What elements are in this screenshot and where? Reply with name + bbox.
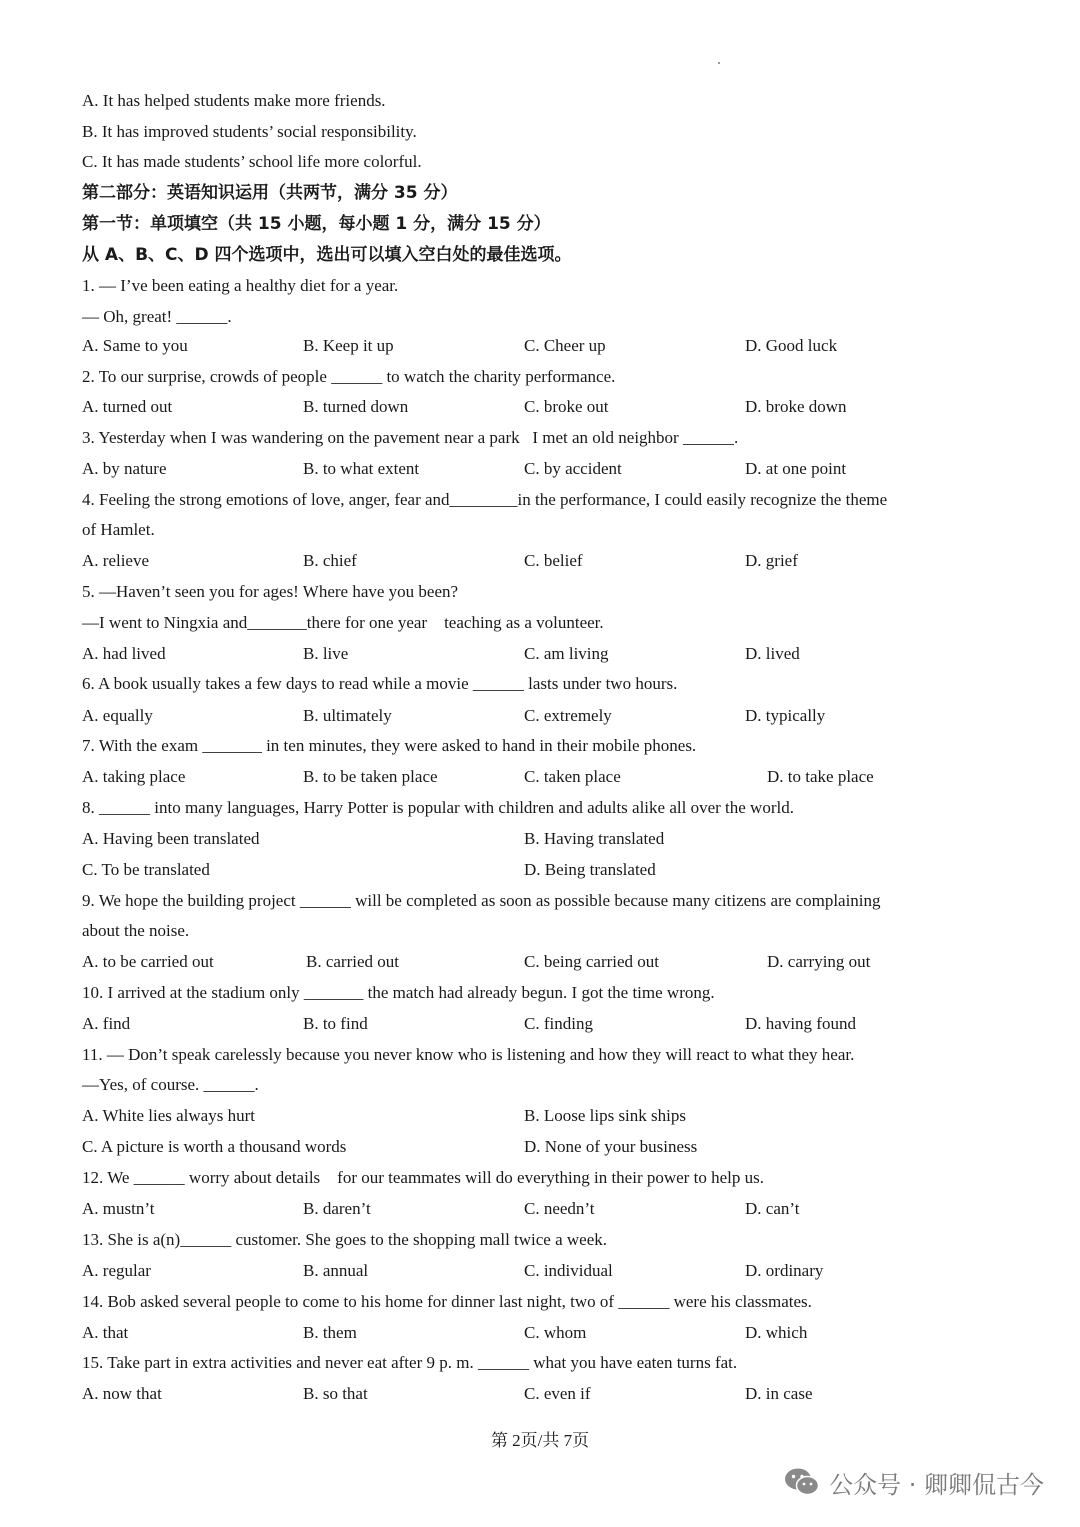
q8-option-b: B. Having translated (524, 829, 665, 848)
q3-option-c: C. by accident (524, 459, 622, 478)
q11-option-b: B. Loose lips sink ships (524, 1106, 686, 1125)
q9-option-c: C. being carried out (524, 952, 660, 971)
q4-option-d: D. grief (745, 551, 798, 570)
question-10-stem: 10. I arrived at the stadium only _______ the match had already begun. I got the time wrong. (82, 983, 715, 1002)
question-6-stem: 6. A book usually takes a few days to read while a movie ______ lasts under two hours. (82, 674, 678, 693)
q11-option-c: C. A picture is worth a thousand words (82, 1137, 347, 1156)
prev-option-c: C. It has made students’ school life more colorful. (82, 152, 422, 171)
q12-option-b: B. daren’t (303, 1199, 371, 1218)
question-13-stem: 13. She is a(n)______ customer. She goes to the shopping mall twice a week. (82, 1230, 608, 1249)
q13-option-c: C. individual (524, 1261, 613, 1280)
q11-option-d: D. None of your business (524, 1137, 698, 1156)
q15-option-a: A. now that (82, 1384, 162, 1403)
question-3-stem: 3. Yesterday when I was wandering on the pavement near a park I met an old neighbor ______. (82, 428, 739, 447)
q12-option-c: C. needn’t (524, 1199, 595, 1218)
q5-option-b: B. live (303, 644, 349, 663)
question-2-stem: 2. To our surprise, crowds of people ______ to watch the charity performance. (82, 367, 616, 386)
question-4-stem-cont: of Hamlet. (82, 520, 155, 539)
q13-option-d: D. ordinary (745, 1261, 824, 1280)
q1-option-b: B. Keep it up (303, 336, 394, 355)
q3-option-a: A. by nature (82, 459, 167, 478)
q10-option-d: D. having found (745, 1014, 856, 1033)
question-11-stem: 11. — Don’t speak carelessly because you never know who is listening and how they will react to what they hear. (82, 1045, 855, 1064)
q6-option-d: D. typically (745, 706, 826, 725)
q10-option-b: B. to find (303, 1014, 368, 1033)
q5-option-d: D. lived (745, 644, 800, 663)
watermark (783, 1462, 1044, 1502)
question-9-stem: 9. We hope the building project ______ will be completed as soon as possible because many citizens are complaining (82, 891, 881, 910)
q3-option-d: D. at one point (745, 459, 847, 478)
q4-option-a: A. relieve (82, 551, 150, 570)
q14-option-a: A. that (82, 1323, 129, 1342)
question-9-stem-cont: about the noise. (82, 921, 190, 940)
q10-option-c: C. finding (524, 1014, 593, 1033)
q7-option-d: D. to take place (767, 767, 874, 786)
question-1-stem: 1. — I’ve been eating a healthy diet for a year. (82, 276, 399, 295)
question-5-stem: 5. —Haven’t seen you for ages! Where have you been? (82, 582, 459, 601)
q8-option-a: A. Having been translated (82, 829, 260, 848)
page-number: 第 2页/共 7页 (490, 1431, 590, 1450)
q1-option-d: D. Good luck (745, 336, 838, 355)
q13-option-a: A. regular (82, 1261, 151, 1280)
q2-option-b: B. turned down (303, 397, 409, 416)
question-11-reply: —Yes, of course. ______. (82, 1075, 259, 1094)
prev-option-b: B. It has improved students’ social responsibility. (82, 122, 417, 141)
question-1-reply: — Oh, great! ______. (82, 307, 232, 326)
q6-option-b: B. ultimately (303, 706, 392, 725)
prev-option-a: A. It has helped students make more friends. (82, 91, 386, 110)
q5-option-a: A. had lived (82, 644, 166, 663)
q7-option-c: C. taken place (524, 767, 621, 786)
q2-option-a: A. turned out (82, 397, 173, 416)
instruction: 从 A、B、C、D 四个选项中，选出可以填入空白处的最佳选项。 (82, 245, 572, 265)
q14-option-d: D. which (745, 1323, 808, 1342)
question-4-stem: 4. Feeling the strong emotions of love, anger, fear and________in the performance, I could easily recognize the theme (82, 490, 888, 509)
q1-option-a: A. Same to you (82, 336, 188, 355)
question-12-stem: 12. We ______ worry about details for our teammates will do everything in their power to help us. (82, 1168, 764, 1187)
q6-option-a: A. equally (82, 706, 153, 725)
watermark-label: 公众号 · 卿卿侃古今 (829, 1470, 1044, 1499)
q7-option-a: A. taking place (82, 767, 186, 786)
q9-option-a: A. to be carried out (82, 952, 214, 971)
q6-option-c: C. extremely (524, 706, 612, 725)
subsection-heading: 第一节：单项填空（共 15 小题，每小题 1 分，满分 15 分） (82, 214, 551, 234)
q2-option-c: C. broke out (524, 397, 609, 416)
scan-speck (718, 62, 720, 64)
question-7-stem: 7. With the exam _______ in ten minutes, they were asked to hand in their mobile phones. (82, 736, 697, 755)
q12-option-d: D. can’t (745, 1199, 800, 1218)
question-14-stem: 14. Bob asked several people to come to his home for dinner last night, two of ______ were his classmates. (82, 1292, 812, 1311)
q5-option-c: C. am living (524, 644, 609, 663)
section-heading: 第二部分：英语知识运用（共两节，满分 35 分） (82, 183, 458, 203)
q10-option-a: A. find (82, 1014, 131, 1033)
q15-option-d: D. in case (745, 1384, 813, 1403)
q11-option-a: A. White lies always hurt (82, 1106, 255, 1125)
question-8-stem: 8. ______ into many languages, Harry Potter is popular with children and adults alike all over the world. (82, 798, 794, 817)
q8-option-c: C. To be translated (82, 860, 210, 879)
q13-option-b: B. annual (303, 1261, 369, 1280)
q9-option-d: D. carrying out (767, 952, 871, 971)
q2-option-d: D. broke down (745, 397, 847, 416)
q12-option-a: A. mustn’t (82, 1199, 155, 1218)
q3-option-b: B. to what extent (303, 459, 420, 478)
q14-option-b: B. them (303, 1323, 357, 1342)
q4-option-c: C. belief (524, 551, 583, 570)
q1-option-c: C. Cheer up (524, 336, 606, 355)
question-15-stem: 15. Take part in extra activities and never eat after 9 p. m. ______ what you have eaten turns fat. (82, 1353, 738, 1372)
q14-option-c: C. whom (524, 1323, 587, 1342)
q15-option-b: B. so that (303, 1384, 368, 1403)
q4-option-b: B. chief (303, 551, 357, 570)
q9-option-b: B. carried out (306, 952, 399, 971)
q7-option-b: B. to be taken place (303, 767, 438, 786)
question-5-reply: —I went to Ningxia and_______there for one year teaching as a volunteer. (82, 613, 604, 632)
q8-option-d: D. Being translated (524, 860, 656, 879)
q15-option-c: C. even if (524, 1384, 591, 1403)
wechat-icon (783, 1466, 821, 1498)
